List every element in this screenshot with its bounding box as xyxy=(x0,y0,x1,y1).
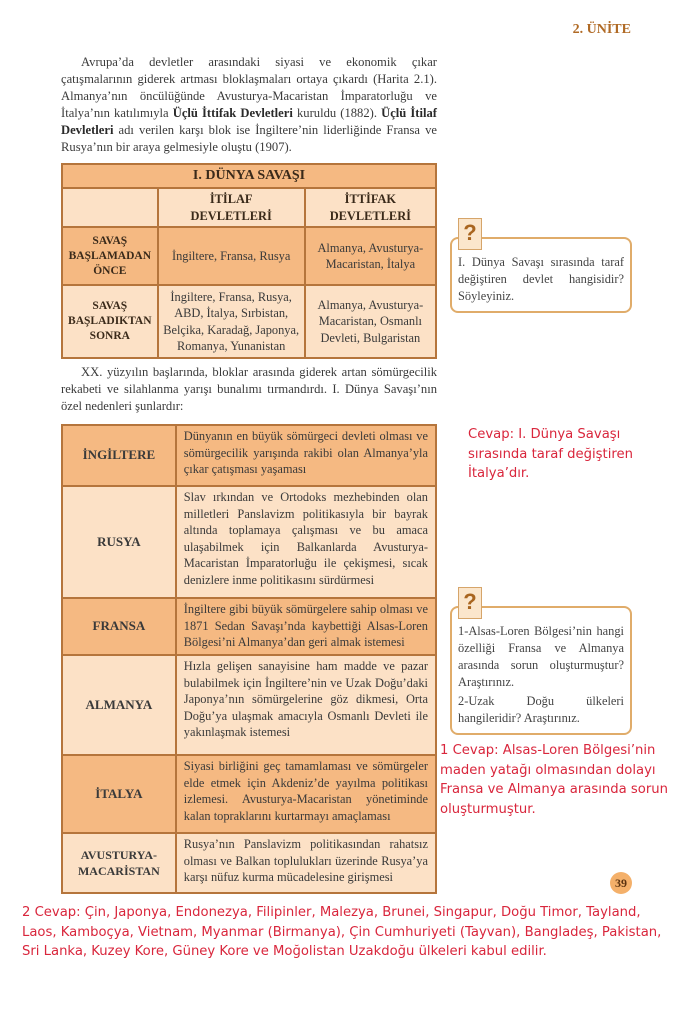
table-row xyxy=(62,285,436,358)
table-row xyxy=(62,598,436,655)
row-label: SAVAŞ BAŞLAMADAN ÖNCE xyxy=(62,227,158,285)
row-label: SAVAŞ BAŞLADIKTAN SONRA xyxy=(62,285,158,358)
ww1-alliances-table xyxy=(61,163,437,359)
country-cause: Siyasi birliğini geç tamamlaması ve sömürgeler elde etmek için Akdeniz’de yayılma politikası izlemesi. Avusturya-Macaristan yönetiminde kalan topraklarını kurtarmayı amaçlaması xyxy=(176,755,436,833)
intro-bold-itilaf: Üçlü İtilaf Devletleri xyxy=(61,106,437,137)
answer-1: Cevap: I. Dünya Savaşı sırasında taraf değiştiren İtalya’dır. xyxy=(468,427,633,481)
country-cause: İngiltere gibi büyük sömürgelere sahip olması ve 1871 Sedan Savaşı’nda kaybettiği Alsas-Loren Bölgesi’ni Almanya’dan geri almak istemesi xyxy=(176,598,436,655)
table-row xyxy=(62,655,436,755)
cell-ittifak: Almanya, Avusturya-Macaristan, İtalya xyxy=(305,227,436,285)
cell-itilaf: İngiltere, Fransa, Rusya xyxy=(158,227,305,285)
question-text: 2-Uzak Doğu ülkeleri hangileridir? Araştırınız. xyxy=(458,694,624,725)
causes-paragraph: XX. yüzyılın başlarında, bloklar arasında giderek artan sömürgecilik rekabeti ve silahlanma yarışı bunalımı tırmandırdı. I. Dünya Savaşı’nın özel nedenleri şunlardır: xyxy=(61,365,437,413)
col-header-itilaf: İTİLAF DEVLETLERİ xyxy=(158,188,305,227)
table-title: I. DÜNYA SAVAŞI xyxy=(62,164,436,188)
table-row xyxy=(62,425,436,486)
answer-2: 1 Cevap: Alsas-Loren Bölgesi’nin maden yatağı olmasından dolayı Fransa ve Almanya arasında sorun oluşturmuştur. xyxy=(440,743,668,817)
country-cause: Rusya’nın Panslavizm politikasından rahatsız olması ve Balkan toplulukları üzerinde Rusya’ya karşı nüfuz kurma mücadelesine girişmesi xyxy=(176,833,436,893)
country-name: İTALYA xyxy=(62,755,176,833)
unit-heading: 2. ÜNİTE xyxy=(572,22,631,37)
intro-bold-ittifak: Üçlü İttifak Devletleri xyxy=(172,106,293,120)
war-causes-table xyxy=(61,424,437,894)
country-name: ALMANYA xyxy=(62,655,176,755)
table-row xyxy=(62,486,436,598)
answer-3: 2 Cevap: Çin, Japonya, Endonezya, Filipinler, Malezya, Brunei, Singapur, Doğu Timor, Tayland, Laos, Kamboçya, Vietnam, Myanmar (Birmanya), Çin Cumhuriyeti (Tayvan), Bangladeş, Pakistan, Sri Lanka, Kuzey Kore, Güney Kore ve Moğolistan Uzakdoğu ülkeleri kabul edilir. xyxy=(22,905,662,959)
question-text: I. Dünya Savaşı sırasında taraf değiştiren devlet hangisidir? Söyleyiniz. xyxy=(458,255,624,303)
page-number: 39 xyxy=(610,872,632,894)
col-header-ittifak: İTTİFAK DEVLETLERİ xyxy=(305,188,436,227)
intro-text: Avrupa’da devletler arasındaki siyasi ve ekonomik çıkar çatışmalarının giderek artması bloklaşmaları ortaya çıkardı (Harita 2.1). Almanya’nın öncülüğünde Avusturya-Macaristan İmparatorluğu ve İtalya’nın katılımıyla xyxy=(61,55,437,120)
table-row xyxy=(62,833,436,893)
intro-text: kuruldu (1882). xyxy=(292,106,382,120)
country-name: İNGİLTERE xyxy=(62,425,176,486)
question-box-2 xyxy=(450,606,632,735)
empty-cell xyxy=(62,188,158,227)
country-name: AVUSTURYA-MACARİSTAN xyxy=(62,833,176,893)
country-name: FRANSA xyxy=(62,598,176,655)
question-mark-icon: ? xyxy=(458,218,482,250)
country-cause: Hızla gelişen sanayisine ham madde ve pazar bulabilmek için İngiltere’nin ve Uzak Doğu’daki Japonya’nın sömürgelerine göz dikmesi, Orta Doğu’ya ulaşmak amacıyla Osmanlı Devleti ile yakınlaşmak istemesi xyxy=(176,655,436,755)
question-text: 1-Alsas-Loren Bölgesi’nin hangi özelliği Fransa ve Almanya arasında sorun oluşturmuştur? Araştırınız. xyxy=(458,624,624,689)
intro-paragraph xyxy=(61,54,437,156)
country-cause: Dünyanın en büyük sömürgeci devleti olması ve sömürgecilik yarışında rakibi olan Almanya’yla çıkar çatışması yaşaması xyxy=(176,425,436,486)
cell-itilaf: İngiltere, Fransa, Rusya, ABD, İtalya, Sırbistan, Belçika, Karadağ, Japonya, Romanya, Yunanistan xyxy=(158,285,305,358)
question-mark-icon: ? xyxy=(458,587,482,619)
intro-text: adı verilen karşı blok ise İngiltere’nin liderliğinde Fransa ve Rusya’nın bir araya gelmesiyle oluştu (1907). xyxy=(61,123,437,154)
table-row xyxy=(62,227,436,285)
cell-ittifak: Almanya, Avusturya-Macaristan, Osmanlı Devleti, Bulgaristan xyxy=(305,285,436,358)
table-row xyxy=(62,755,436,833)
country-cause: Slav ırkından ve Ortodoks mezhebinden olan milletleri Panslavizm politikasıyla bir bayrak altında toplamaya çalışması ve bu amaca ulaşabilmek için Balkanlarda Avusturya-Macaristan İmparatorluğu ile çekişmesi, sıcak denizlere inme politikasını sürdürmesi xyxy=(176,486,436,598)
country-name: RUSYA xyxy=(62,486,176,598)
main-column xyxy=(61,54,437,894)
